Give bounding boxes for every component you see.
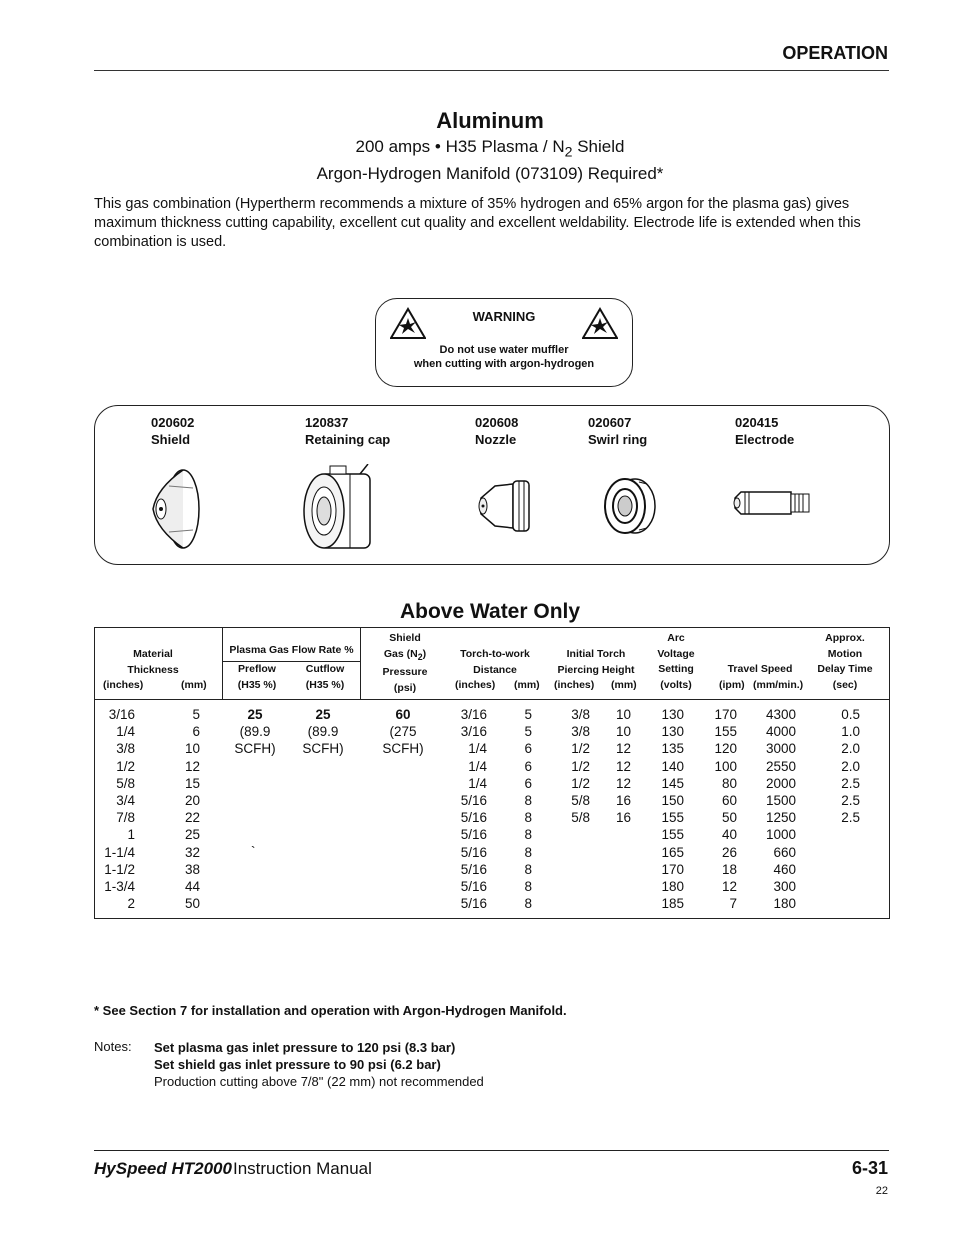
header-text: (volts): [660, 678, 692, 691]
header-text: Initial Torch: [566, 648, 626, 660]
table-cell: 6: [192, 724, 200, 740]
table-cell: 165: [661, 844, 684, 860]
retaining-cap-image: [300, 464, 380, 552]
header-text: Material: [133, 648, 173, 660]
part-name: Swirl ring: [588, 432, 648, 447]
col-thickness-in: [95, 706, 135, 912]
table-cell: 2: [127, 896, 135, 912]
part-nozzle: [475, 414, 518, 448]
header-ph-mm: (mm): [611, 679, 637, 691]
header-text: Motion: [827, 647, 863, 660]
part-name: Electrode: [735, 432, 795, 447]
table-cell: 60: [395, 707, 411, 722]
table-cell: 1/4: [468, 741, 487, 757]
table-cell: 50: [184, 896, 200, 912]
subtitle-text-end: Shield: [572, 137, 625, 156]
page-number: 6-31: [851, 1158, 888, 1178]
table-cell: 10: [615, 724, 631, 740]
table-cell: (89.9: [239, 724, 271, 740]
table-cell: 1: [127, 827, 135, 843]
table-cell: SCFH): [382, 741, 424, 757]
part-number: 020607: [588, 415, 632, 430]
table-cell: 3/8: [571, 707, 590, 722]
table-cell: 8: [524, 810, 532, 826]
header-travel-speed: Travel Speed: [727, 663, 793, 675]
table-cell: 1/2: [571, 758, 590, 774]
table-cell: 80: [721, 775, 737, 791]
table-cell: 2.0: [841, 758, 860, 774]
header-text: Cutflow: [305, 663, 345, 675]
table-cell: 1250: [765, 810, 796, 826]
table-cell: 5/16: [460, 810, 487, 826]
col-cutflow: [293, 706, 353, 758]
header-delay: [807, 631, 883, 693]
part-number: 020608: [475, 415, 519, 430]
header-rule: [94, 70, 889, 71]
table-cell: 5/16: [460, 844, 487, 860]
col-ph-in: [565, 706, 590, 826]
header-text: Pressure: [382, 666, 428, 679]
table-cell: 2.5: [841, 775, 860, 791]
consumable-parts-panel: [94, 405, 890, 565]
header-text: Torch-to-work: [460, 648, 530, 660]
stray-mark: `: [251, 844, 256, 859]
table-cell: 2.5: [841, 793, 860, 809]
table-cell: 4300: [765, 707, 796, 722]
header-text: (psi): [393, 681, 417, 694]
table-cell: 140: [661, 758, 684, 774]
col-speed-ipm: [707, 706, 737, 912]
table-cell: 5/8: [571, 810, 590, 826]
col-delay: [830, 706, 860, 826]
part-number: 120837: [305, 415, 349, 430]
header-shield-gas: [367, 631, 443, 696]
table-cell: 4000: [765, 724, 796, 740]
table-cell: 6: [524, 741, 532, 757]
header-pierce: [551, 647, 641, 678]
table-cell: 16: [615, 793, 631, 809]
table-cell: SCFH): [234, 741, 276, 757]
warning-title: WARNING: [472, 309, 536, 324]
table-cell: 8: [524, 827, 532, 843]
part-name: Retaining cap: [305, 432, 391, 447]
header-td-mm: (mm): [514, 679, 540, 691]
header-material: [109, 647, 197, 678]
table-cell: 3/8: [571, 724, 590, 740]
table-cell: (89.9: [307, 724, 339, 740]
warning-text: [376, 343, 632, 371]
table-cell: 135: [661, 741, 684, 757]
part-retaining-cap: [305, 414, 390, 448]
header-text: Voltage: [657, 647, 695, 660]
table-cell: 1.0: [841, 724, 860, 740]
header-divider: [95, 699, 889, 700]
header-text: Thickness: [127, 663, 179, 676]
table-cell: 1/2: [571, 741, 590, 757]
warning-box: [375, 298, 633, 387]
header-td-inches: (inches): [455, 679, 496, 691]
table-cell: 5/16: [460, 861, 487, 877]
table-cell: 100: [714, 758, 737, 774]
part-name: Nozzle: [475, 432, 517, 447]
warning-line: when cutting with argon-hydrogen: [413, 358, 595, 370]
table-cell: 8: [524, 793, 532, 809]
table-cell: 5: [192, 707, 200, 722]
table-cell: 10: [615, 707, 631, 722]
col-td-in: [445, 706, 487, 912]
header-sp-ipm: (ipm): [719, 679, 745, 691]
table-cell: 32: [184, 844, 200, 860]
col-ph-mm: [605, 706, 631, 826]
header-text: Arc: [667, 632, 685, 644]
table-cell: 2.5: [841, 810, 860, 826]
table-cell: 180: [661, 879, 684, 895]
table-cell: 8: [524, 844, 532, 860]
table-cell: 185: [661, 896, 684, 912]
table-cell: 12: [615, 741, 631, 757]
table-cell: 5/8: [571, 793, 590, 809]
table-cell: 0.5: [841, 707, 860, 722]
note-line: Production cutting above 7/8" (22 mm) not recommended: [154, 1074, 484, 1089]
intro-paragraph: This gas combination (Hypertherm recommends a mixture of 35% hydrogen and 65% argon for the plasma gas) gives maximum thickness cutting capability, excellent cut quality and excellent weldability. Electrode life is extended when this combination is used.: [94, 196, 861, 250]
col-shield-pressure: [371, 706, 435, 758]
table-cell: 1/2: [116, 758, 135, 774]
table-cell: 3000: [765, 741, 796, 757]
header-text: Distance: [473, 663, 517, 676]
electrode-image: [731, 488, 813, 518]
header-text: [367, 647, 443, 666]
col-preflow: [225, 706, 285, 758]
table-cell: 3/16: [460, 724, 487, 740]
table-cell: 660: [773, 844, 796, 860]
header-torch-distance: [451, 647, 539, 678]
header-text: (H35 %): [305, 678, 345, 691]
table-cell: 2.0: [841, 741, 860, 757]
header-cutflow: [293, 662, 357, 693]
note-line: Set shield gas inlet pressure to 90 psi (6.2 bar): [154, 1057, 441, 1072]
table-cell: 130: [661, 707, 684, 722]
table-cell: 1/4: [116, 724, 135, 740]
table-cell: 38: [184, 861, 200, 877]
part-number: 020602: [151, 415, 195, 430]
table-cell: 1-1/2: [104, 861, 135, 877]
footer-brand: HySpeed HT2000: [94, 1159, 232, 1178]
table-cell: 5/16: [460, 896, 487, 912]
table-cell: 2000: [765, 775, 796, 791]
page-index: 22: [875, 1185, 888, 1197]
table-cell: 5/16: [460, 879, 487, 895]
table-cell: 1/2: [571, 775, 590, 791]
header-text: ): [422, 647, 427, 660]
section-title: Above Water Only: [399, 600, 581, 623]
table-cell: 1000: [765, 827, 796, 843]
col-thickness-mm: [155, 706, 200, 912]
table-cell: 16: [615, 810, 631, 826]
header-text: (H35 %): [237, 678, 277, 691]
table-cell: 180: [773, 896, 796, 912]
note-line: Set plasma gas inlet pressure to 120 psi (8.3 bar): [154, 1040, 456, 1055]
shield-image: [147, 468, 203, 550]
table-cell: 60: [721, 793, 737, 809]
table-cell: 12: [721, 879, 737, 895]
table-cell: 150: [661, 793, 684, 809]
table-cell: 120: [714, 741, 737, 757]
part-number: 020415: [735, 415, 779, 430]
table-cell: 8: [524, 896, 532, 912]
table-cell: 2550: [765, 758, 796, 774]
col-td-mm: [505, 706, 532, 912]
table-cell: 1500: [765, 793, 796, 809]
table-cell: 5: [524, 724, 532, 740]
col-speed-mm: [751, 706, 796, 912]
table-cell: 5/8: [116, 775, 135, 791]
table-cell: 155: [714, 724, 737, 740]
notes-list: [154, 1039, 484, 1090]
notes-label: Notes:: [94, 1039, 132, 1054]
header-ph-inches: (inches): [554, 679, 595, 691]
table-cell: 22: [184, 810, 200, 826]
table-cell: 460: [773, 861, 796, 877]
page-title: Aluminum: [436, 108, 544, 133]
table-cell: 1/4: [468, 758, 487, 774]
table-cell: 3/16: [460, 707, 487, 722]
header-text: Preflow: [238, 663, 276, 675]
table-cell: 5/16: [460, 793, 487, 809]
table-cell: 145: [661, 775, 684, 791]
header-preflow: [225, 662, 289, 693]
header-mat-inches: (inches): [103, 679, 144, 691]
table-cell: 12: [184, 758, 200, 774]
subtitle-line2: Argon-Hydrogen Manifold (073109) Required*: [316, 164, 664, 183]
nozzle-image: [475, 478, 535, 534]
table-cell: 18: [721, 861, 737, 877]
table-cell: 5/16: [460, 827, 487, 843]
header-plasma-flow: Plasma Gas Flow Rate %: [229, 644, 354, 656]
table-cell: 26: [721, 844, 737, 860]
table-cell: 3/8: [116, 741, 135, 757]
part-swirl-ring: [588, 414, 647, 448]
header-subscript: 2: [417, 651, 423, 662]
table-cell: 15: [184, 775, 200, 791]
swirl-ring-image: [599, 476, 661, 536]
table-cell: 170: [661, 861, 684, 877]
cut-chart-table: [94, 627, 890, 919]
table-cell: 50: [721, 810, 737, 826]
table-cell: 1-1/4: [104, 844, 135, 860]
section-header: OPERATION: [782, 43, 888, 63]
table-cell: 7: [729, 896, 737, 912]
table-cell: SCFH): [302, 741, 344, 757]
table-cell: 8: [524, 879, 532, 895]
table-cell: 25: [184, 827, 200, 843]
table-cell: 40: [721, 827, 737, 843]
table-cell: 8: [524, 861, 532, 877]
subtitle-subscript: 2: [564, 144, 573, 161]
table-cell: 7/8: [116, 810, 135, 826]
table-cell: 3/16: [108, 707, 135, 722]
table-cell: 170: [714, 707, 737, 722]
table-cell: 10: [184, 741, 200, 757]
table-cell: 3/4: [116, 793, 135, 809]
header-text: Piercing Height: [557, 663, 635, 676]
table-cell: 20: [184, 793, 200, 809]
table-cell: 6: [524, 758, 532, 774]
part-electrode: [735, 414, 794, 448]
table-cell: 155: [661, 810, 684, 826]
header-text: Gas (N: [383, 647, 418, 660]
table-cell: 1/4: [468, 775, 487, 791]
header-text: Delay Time: [817, 663, 873, 675]
header-arc-voltage: [647, 631, 705, 693]
header-text: Shield: [389, 632, 421, 644]
col-arc-volts: [651, 706, 684, 912]
part-name: Shield: [151, 432, 191, 447]
table-cell: 25: [315, 707, 331, 722]
part-shield: [151, 414, 194, 448]
subtitle-line1: [0, 137, 954, 160]
table-cell: 12: [615, 775, 631, 791]
table-cell: (275: [389, 724, 417, 740]
footnote: * See Section 7 for installation and operation with Argon-Hydrogen Manifold.: [94, 1003, 567, 1018]
table-cell: 25: [247, 707, 263, 722]
header-text: Approx.: [825, 632, 865, 644]
subtitle-text: 200 amps • H35 Plasma / N: [355, 137, 565, 156]
table-cell: 44: [184, 879, 200, 895]
header-sp-mm: (mm/min.): [753, 679, 804, 691]
table-cell: 5: [524, 707, 532, 722]
header-text: Setting: [658, 663, 694, 675]
table-cell: 155: [661, 827, 684, 843]
header-text: (sec): [832, 678, 858, 691]
table-cell: 1-3/4: [104, 879, 135, 895]
table-cell: 12: [615, 758, 631, 774]
warning-line: Do not use water muffler: [439, 344, 569, 356]
table-cell: 300: [773, 879, 796, 895]
table-cell: 130: [661, 724, 684, 740]
header-mat-mm: (mm): [181, 679, 207, 691]
footer-manual-title: Instruction Manual: [233, 1159, 372, 1178]
table-cell: 6: [524, 775, 532, 791]
footer-rule: [94, 1150, 889, 1151]
